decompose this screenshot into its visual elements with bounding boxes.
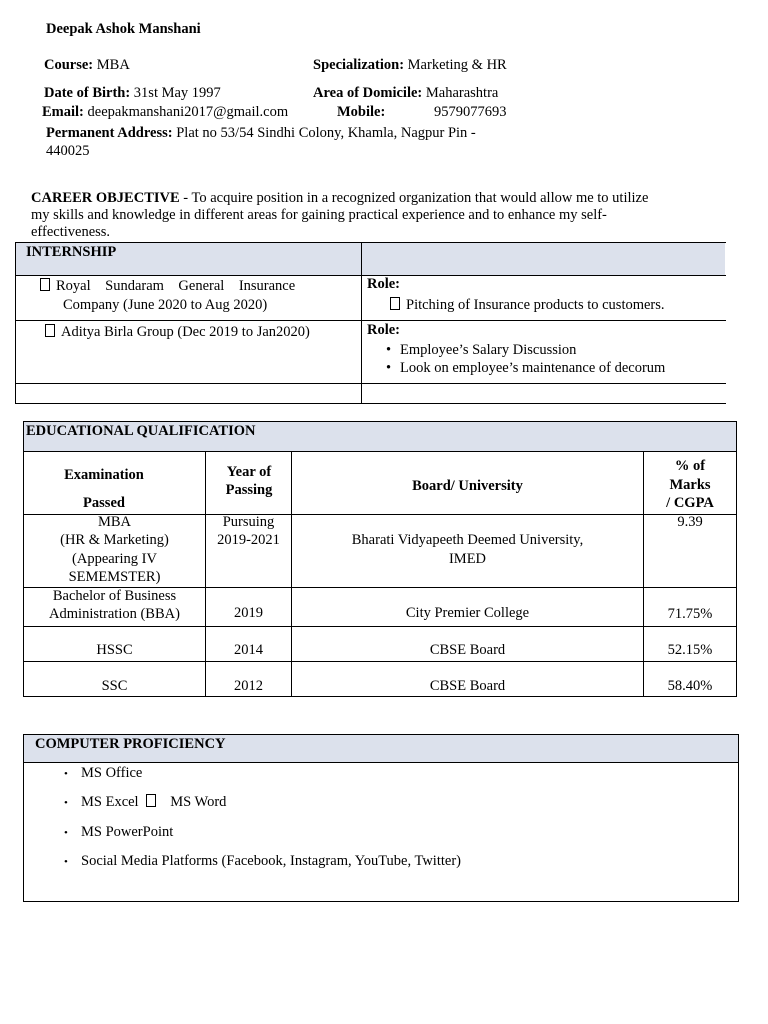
computer-item-2a-text: MS Excel — [81, 794, 139, 810]
square-bullet-icon — [45, 324, 55, 337]
bullet-dot-icon: • — [386, 360, 392, 376]
mobile-label: Mobile: — [337, 104, 386, 120]
col-year-line1: Year of — [226, 464, 272, 480]
career-objective-line1 — [31, 190, 648, 207]
internship-1-role-label: Role: — [367, 276, 401, 292]
bullet-dot-icon: • — [64, 768, 68, 780]
edu-row-1-board-1: Bharati Vidyapeeth Deemed University, — [351, 532, 584, 548]
edu-row-1-marks: 9.39 — [677, 514, 703, 530]
candidate-name: Deepak Ashok Manshani — [46, 21, 201, 37]
computer-item-2b-text: MS Word — [170, 794, 227, 810]
col-year-line2: Passing — [225, 482, 273, 498]
bullet-dot-icon: • — [386, 342, 392, 358]
course-value: MBA — [96, 57, 130, 73]
course-field — [44, 57, 130, 74]
internship-2-role-item-2 — [386, 360, 665, 377]
internship-row-1-company — [40, 278, 295, 295]
computer-item-3-text: MS PowerPoint — [81, 824, 174, 840]
computer-item-4 — [64, 853, 461, 870]
internship-row-2-company — [45, 324, 310, 341]
computer-heading: COMPUTER PROFICIENCY — [35, 736, 226, 752]
internship-heading: INTERNSHIP — [26, 244, 117, 260]
specialization-field — [313, 57, 507, 74]
internship-2-company-line1: Aditya Birla Group (Dec 2019 to Jan2020) — [61, 324, 310, 340]
address-label: Permanent Address: — [46, 125, 173, 141]
bullet-dot-icon: • — [64, 856, 68, 868]
internship-2-role-item-1 — [386, 342, 576, 359]
email-value: deepakmanshani2017@gmail.com — [87, 104, 289, 120]
computer-item-1-text: MS Office — [81, 765, 143, 781]
edu-row-2-exam-2: Administration (BBA) — [49, 606, 180, 622]
dob-field — [44, 85, 221, 102]
col-exam-line1: Examination — [64, 467, 144, 483]
career-objective-line2: my skills and knowledge in different areas for gaining practical experience and to enhance my self- — [31, 207, 607, 223]
edu-row-4-year: 2012 — [234, 678, 263, 694]
edu-row-1-board-2: IMED — [448, 551, 487, 567]
education-heading: EDUCATIONAL QUALIFICATION — [26, 423, 256, 439]
email-field — [42, 104, 288, 121]
col-marks-line1: % of — [674, 458, 706, 474]
edu-row-1-exam-1: MBA — [97, 514, 132, 530]
address-field — [46, 125, 476, 142]
computer-item-2 — [64, 794, 226, 811]
col-marks-line3: / CGPA — [666, 495, 714, 511]
address-value-line1: Plat no 53/54 Sindhi Colony, Khamla, Nagpur Pin - — [176, 125, 476, 141]
square-bullet-icon — [40, 278, 50, 291]
edu-row-3-year: 2014 — [234, 642, 263, 658]
edu-row-3-marks: 52.15% — [667, 642, 713, 658]
col-marks-line2: Marks — [669, 477, 711, 493]
domicile-label: Area of Domicile: — [313, 85, 423, 101]
edu-row-1-exam-2: (HR & Marketing) — [60, 532, 169, 548]
col-board: Board/ University — [412, 478, 523, 494]
specialization-value: Marketing & HR — [407, 57, 507, 73]
computer-item-4-text: Social Media Platforms (Facebook, Instagram, YouTube, Twitter) — [81, 853, 461, 869]
square-bullet-icon — [390, 297, 400, 310]
email-label: Email: — [42, 104, 84, 120]
internship-2-role-text-2: Look on employee’s maintenance of decorum — [400, 360, 666, 376]
address-value-line2: 440025 — [46, 143, 90, 159]
mobile-value: 9579077693 — [434, 104, 507, 120]
edu-row-3-exam: HSSC — [96, 642, 133, 658]
specialization-label: Specialization: — [313, 57, 405, 73]
edu-row-2-board: City Premier College — [405, 605, 530, 621]
internship-1-company-line1: Royal Sundaram General Insurance — [56, 278, 296, 294]
internship-1-role-text: Pitching of Insurance products to customers. — [406, 297, 665, 313]
internship-1-role-item — [390, 297, 665, 314]
computer-box — [23, 734, 739, 902]
career-objective-text: - To acquire position in a recognized organization that would allow me to utilize — [183, 190, 649, 206]
edu-row-2-marks: 71.75% — [667, 606, 713, 622]
computer-item-1 — [64, 765, 142, 782]
computer-item-3 — [64, 824, 173, 841]
domicile-value: Maharashtra — [425, 85, 499, 101]
bullet-dot-icon: • — [64, 827, 68, 839]
edu-row-3-board: CBSE Board — [429, 642, 506, 658]
internship-header-bg — [16, 243, 725, 275]
edu-row-2-exam-1: Bachelor of Business — [52, 588, 177, 604]
square-bullet-icon — [146, 794, 156, 807]
col-exam-line2: Passed — [83, 495, 125, 511]
domicile-field — [313, 85, 498, 102]
edu-row-4-marks: 58.40% — [667, 678, 713, 694]
career-objective-line3: effectiveness. — [31, 224, 111, 240]
dob-label: Date of Birth: — [44, 85, 131, 101]
career-objective-label: CAREER OBJECTIVE — [31, 190, 180, 206]
bullet-dot-icon: • — [64, 797, 68, 809]
edu-row-4-board: CBSE Board — [429, 678, 506, 694]
edu-row-1-year-2: 2019-2021 — [217, 532, 280, 548]
internship-2-role-label: Role: — [367, 322, 401, 338]
dob-value: 31st May 1997 — [133, 85, 221, 101]
edu-row-2-year: 2019 — [234, 605, 263, 621]
edu-row-1-exam-4: SEMEMSTER) — [68, 569, 161, 585]
edu-row-1-exam-3: (Appearing IV — [72, 551, 157, 567]
edu-row-4-exam: SSC — [101, 678, 128, 694]
internship-1-company-line2: Company (June 2020 to Aug 2020) — [63, 297, 268, 313]
course-label: Course: — [44, 57, 94, 73]
edu-row-1-year-1: Pursuing — [222, 514, 275, 530]
internship-2-role-text-1: Employee’s Salary Discussion — [400, 342, 577, 358]
